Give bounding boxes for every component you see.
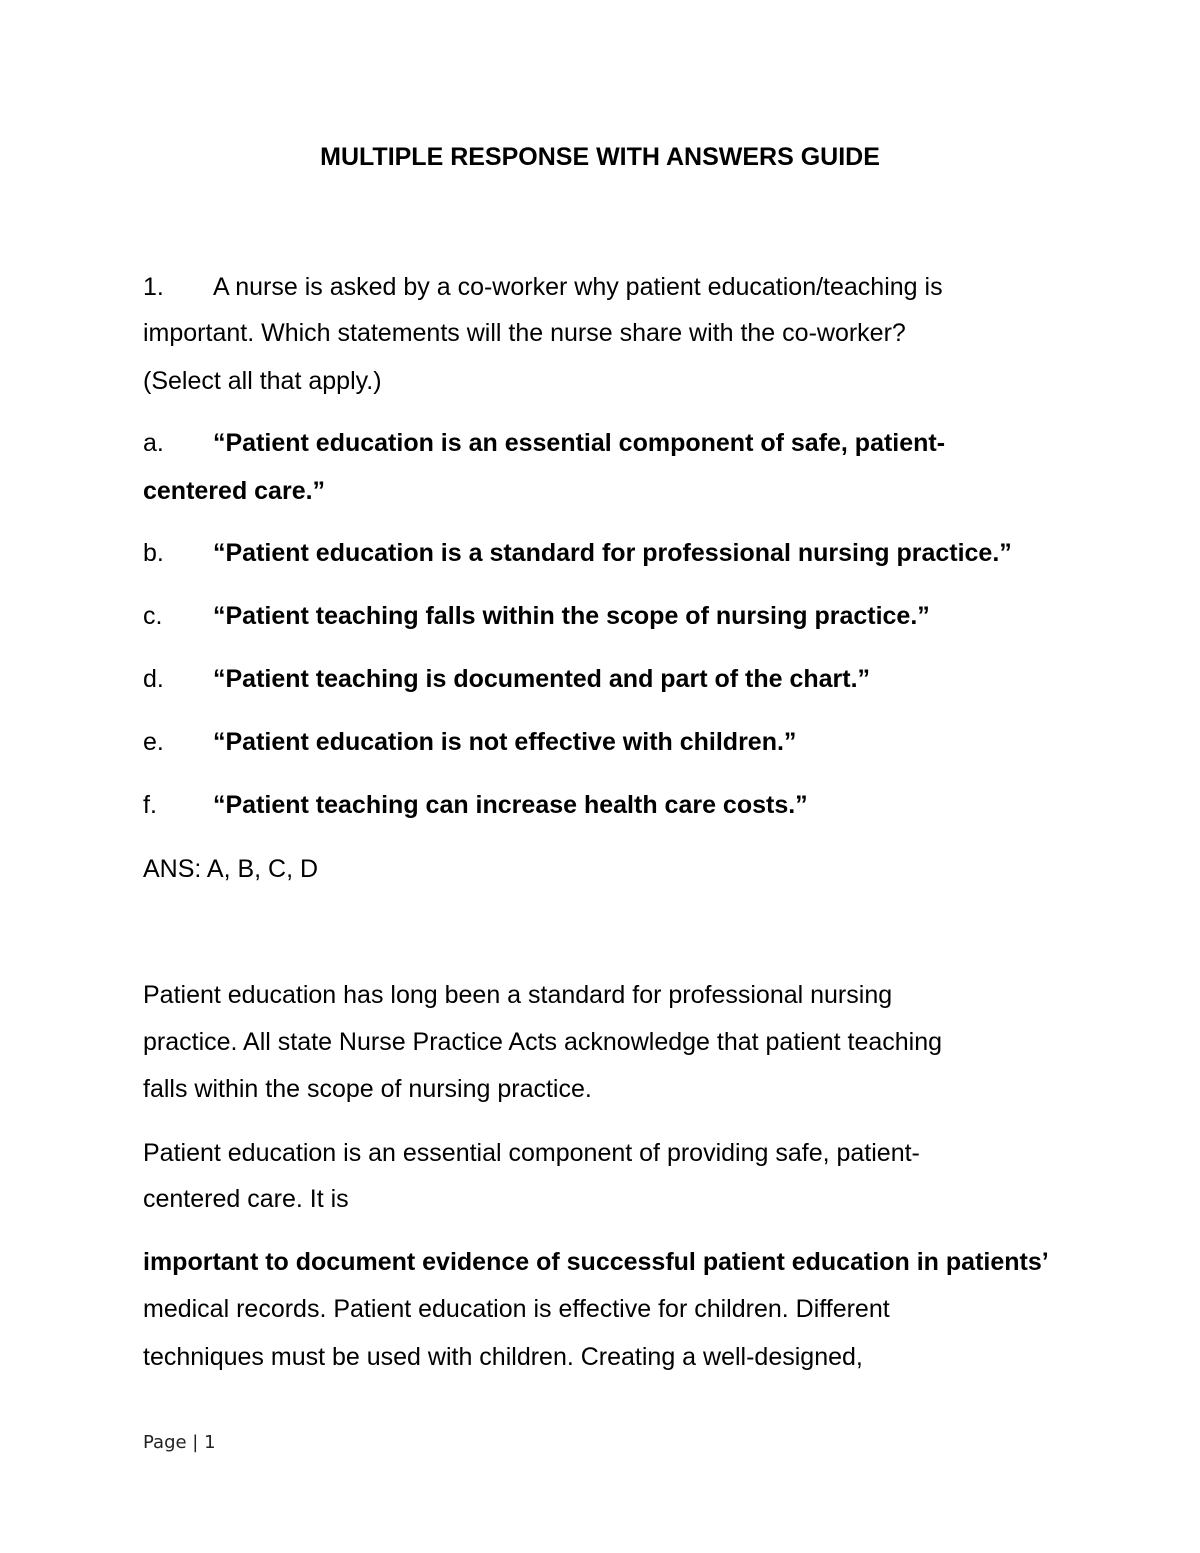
option-d [143, 664, 870, 694]
option-letter: c. [143, 602, 163, 630]
option-letter: f. [143, 791, 157, 819]
option-text: “Patient teaching is documented and part of the chart.” [213, 665, 871, 693]
rationale-p1-line-2: practice. All state Nurse Practice Acts acknowledge that patient teaching [143, 1028, 943, 1056]
option-letter: a. [143, 429, 164, 457]
rationale-p1-line-1: Patient education has long been a standard for professional nursing [143, 981, 893, 1009]
option-c [143, 601, 930, 631]
rationale-p3-line-3: techniques must be used with children. Creating a well-designed, [143, 1343, 863, 1371]
option-text: “Patient teaching can increase health care costs.” [213, 791, 808, 819]
question-text-1: A nurse is asked by a co-worker why patient education/teaching is [213, 273, 943, 301]
answer-key: ANS: A, B, C, D [143, 855, 319, 883]
option-text: “Patient education is an essential component of safe, patient- [213, 429, 946, 457]
option-e [143, 727, 796, 757]
option-letter: d. [143, 665, 164, 693]
question-line-2: important. Which statements will the nurse share with the co-worker? [143, 319, 906, 347]
option-letter: b. [143, 539, 164, 567]
rationale-p1-line-3: falls within the scope of nursing practice. [143, 1075, 592, 1103]
option-a-continued: centered care.” [143, 477, 326, 505]
question-line-3: (Select all that apply.) [143, 367, 382, 395]
option-a [143, 428, 945, 458]
option-text: “Patient education is a standard for professional nursing practice.” [213, 539, 1012, 567]
option-letter: e. [143, 728, 164, 756]
option-f [143, 790, 808, 820]
option-text: “Patient teaching falls within the scope of nursing practice.” [213, 602, 930, 630]
question-number: 1. [143, 273, 164, 301]
page-number-footer: Page | 1 [143, 1432, 216, 1453]
question-line-1 [143, 272, 943, 302]
option-b [143, 538, 1012, 568]
page-title: MULTIPLE RESPONSE WITH ANSWERS GUIDE [320, 143, 880, 171]
option-text: “Patient education is not effective with children.” [213, 728, 797, 756]
rationale-p3-line-2: medical records. Patient education is effective for children. Different [143, 1295, 890, 1323]
rationale-p3-line-1: important to document evidence of successful patient education in patients’ [143, 1248, 1049, 1276]
rationale-p2-line-1: Patient education is an essential component of providing safe, patient- [143, 1139, 920, 1167]
rationale-p2-line-2: centered care. It is [143, 1185, 349, 1213]
